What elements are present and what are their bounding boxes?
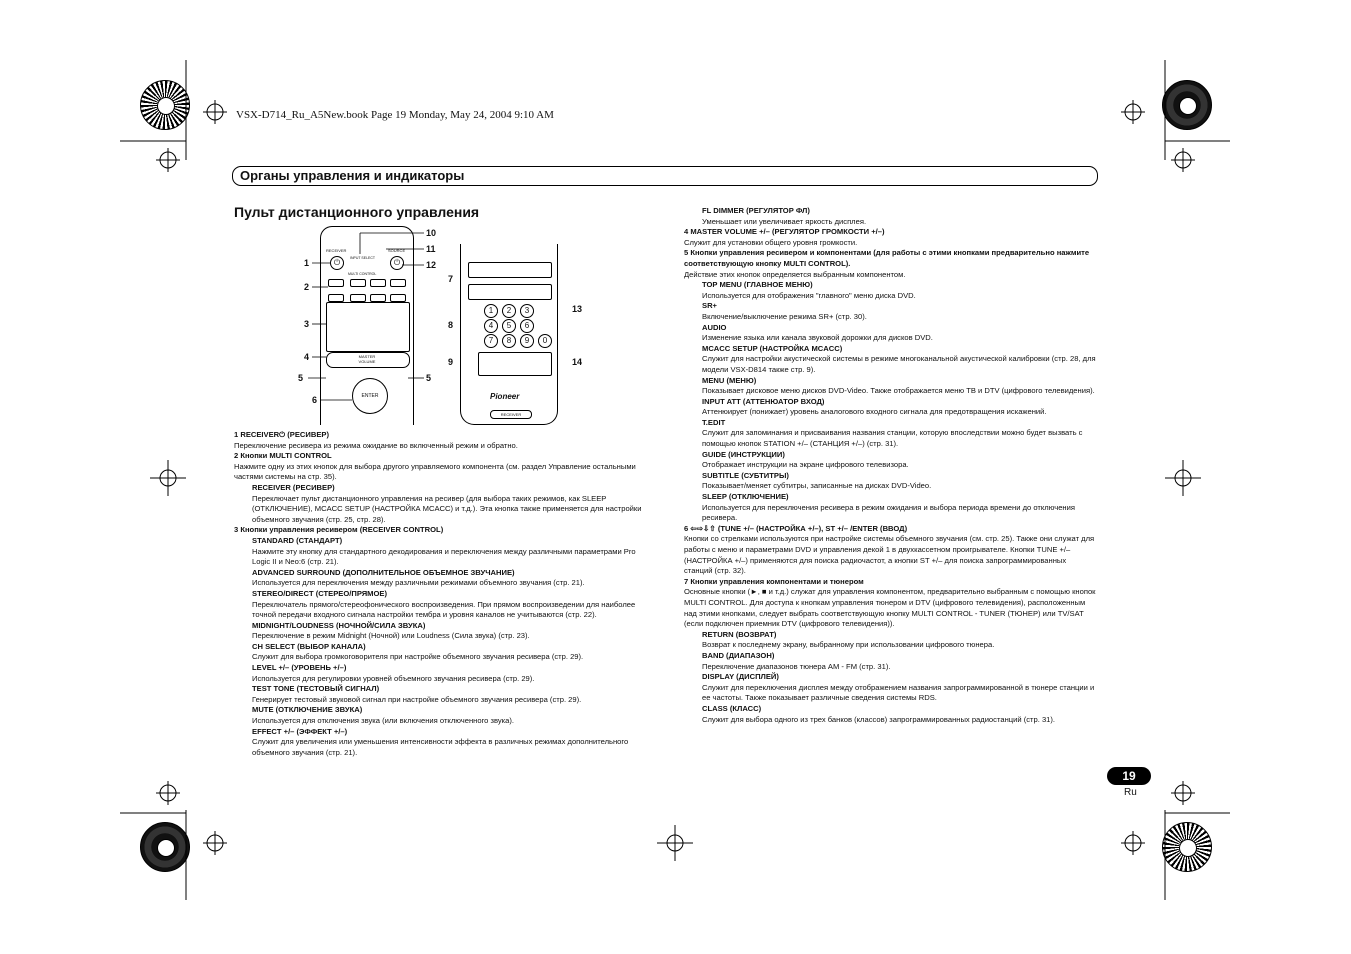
language-code: Ru (1124, 787, 1137, 798)
brand-logo: Pioneer (490, 392, 520, 401)
section-title: Органы управления и индикаторы (240, 168, 465, 183)
callout-3: 3 (304, 319, 310, 329)
item-heading: MENU (МЕНЮ) (702, 375, 757, 385)
item-description: Возврат к последнему экрану, выбранному при использовании цифрового тюнера. (702, 640, 995, 650)
callout-13: 13 (572, 304, 583, 314)
callout-12: 12 (426, 260, 437, 270)
item-description: Основные кнопки (►, ■ и т.д.) служат для управления компонентом, предварительно выбранным с помощью кнопок MULTI CONTROL. Для доступа к кнопкам управления тюнером и DTV (цифрового телевидения), расположенным над этими кнопками, следует выбрать соответствующую кнопку MULTI CONTROL - TUNER (ТЮНЕР) или TV/SAT (если подключен приемник DTV (цифрового телевидения)). (684, 587, 1096, 629)
item-description: Нажмите эту кнопку для стандартного декодирования и переключения между различными параметрами Pro Logic II и Neo:6 (стр. 21). (252, 546, 636, 567)
item-heading: STEREO/DIRECT (СТЕРЕО/ПРЯМОЕ) (252, 588, 388, 598)
callout-8: 8 (448, 320, 454, 330)
item-description: Показывает дисковое меню дисков DVD-Video. Также отображается меню ТВ и DTV (цифрового телевидения). (702, 386, 1095, 396)
source-power-button: ⏻ (390, 256, 404, 270)
item-heading: SUBTITLE (СУБТИТРЫ) (702, 470, 789, 480)
input-select-label: INPUT SELECT (350, 256, 376, 260)
key-8: 8 (502, 334, 516, 348)
callout-9: 9 (448, 357, 454, 367)
item-description: Включение/выключение режима SR+ (стр. 30). (702, 311, 867, 321)
item-description: Показывает/меняет субтитры, записанные на дисках DVD-Video. (702, 481, 932, 491)
callout-5-right: 5 (426, 373, 432, 383)
item-heading: ADVANCED SURROUND (ДОПОЛНИТЕЛЬНОЕ ОБЪЕМНОЕ ЗВУЧАНИЕ) (252, 567, 515, 577)
item-heading: LEVEL +/– (УРОВЕНЬ +/–) (252, 663, 347, 673)
item-heading: CLASS (КЛАСС) (702, 703, 762, 713)
item-description: Служит для установки общего уровня громкости. (684, 237, 858, 247)
receiver-bottom-button (490, 410, 532, 419)
item-description: Служит для запоминания и присваивания названия станции, которую впоследствии можно будет вызвать с помощью кнопок STATION +/– (СТАНЦИЯ +/–) (стр. 31). (702, 428, 1083, 449)
item-heading: TEST TONE (ТЕСТОВЫЙ СИГНАЛ) (252, 684, 380, 694)
item-description: Служит для выбора одного из трех банков (классов) запрограммированных радиостанций (стр. 31). (702, 714, 1056, 724)
item-description: Используется для переключения ресивера в режим ожидания и выбора периода времени до отключения ресивера. (702, 502, 1075, 523)
callout-10: 10 (426, 228, 437, 238)
transport-row (468, 262, 552, 278)
item-description: Используется для отображения "главного" меню диска DVD. (702, 290, 916, 300)
callout-2: 2 (304, 282, 310, 292)
remote-illustration-left (300, 226, 440, 426)
callout-1: 1 (304, 258, 310, 268)
key-0: 0 (538, 334, 552, 348)
callout-14: 14 (572, 357, 583, 367)
item-description: Используется для переключения между различными режимами объемного звучания (стр. 21). (252, 578, 585, 588)
transport-row (468, 284, 552, 300)
item-description: Переключение диапазонов тюнера AM - FM (стр. 31). (702, 661, 891, 671)
key-4: 4 (484, 319, 498, 333)
item-description: Отображает инструкции на экране цифрового телевизора. (702, 460, 909, 470)
item-heading: 6 ⇦⇨⇩⇧ (TUNE +/– (НАСТРОЙКА +/–), ST +/– /ENTER (ВВОД) (684, 523, 908, 533)
key-9: 9 (520, 334, 534, 348)
item-heading: 5 Кнопки управления ресивером и компонентами (для работы с этими кнопками предварительно нажмите соответствующую кнопку MULTI CONTROL). (684, 248, 1090, 268)
receiver-power-button: ⏻ (330, 256, 344, 270)
book-header: VSX-D714_Ru_A5New.book Page 19 Monday, May 24, 2004 9:10 AM (236, 109, 554, 121)
item-description: Генерирует тестовый звуковой сигнал при настройке объемного звучания ресивера (стр. 29). (252, 694, 582, 704)
item-heading: FL DIMMER (РЕГУЛЯТОР ФЛ) (702, 206, 810, 215)
item-heading: RECEIVER (РЕСИВЕР) (252, 482, 335, 492)
item-heading: INPUT ATT (АТТЕНЮАТОР ВХОД) (702, 396, 825, 406)
item-heading: 7 Кнопки управления компонентами и тюнером (684, 576, 864, 586)
remote-illustration-right (448, 244, 588, 426)
item-description: Служит для переключения дисплея между отображением названия запрограммированной в тюнере станции и ее частоты. Также показывает различные сведения системы RDS. (702, 682, 1095, 703)
page-title: Пульт дистанционного управления (234, 204, 480, 220)
item-heading: 1 RECEIVER⏻ (РЕСИВЕР) (234, 430, 330, 439)
callout-lines-left (300, 226, 440, 426)
item-description: Используется для регулировки уровней объемного звучания ресивера (стр. 29). (252, 673, 535, 683)
item-description: Служит для увеличения или уменьшения интенсивности эффекта в различных режимах дополнительного объемного звучания (стр. 21). (252, 737, 629, 757)
source-label: SOURCE (388, 248, 406, 253)
item-heading: 4 MASTER VOLUME +/– (РЕГУЛЯТОР ГРОМКОСТИ +/–) (684, 227, 885, 237)
item-description: Переключает пульт дистанционного управления на ресивер (для выбора таких режимов, как SLEEP (ОТКЛЮЧЕНИЕ), MCACC SETUP (НАСТРОЙКА MCACC) и т.д.). Эта кнопка также применяется для настройки объемного звучания (стр. 25, стр. 28). (252, 493, 642, 524)
item-heading: TOP MENU (ГЛАВНОЕ МЕНЮ) (702, 280, 813, 290)
item-description: Нажмите одну из этих кнопок для выбора другого управляемого компонента (см. раздел Управление остальными частями системы на стр. 35). (234, 461, 636, 482)
left-text-column (234, 430, 650, 758)
key-5: 5 (502, 319, 516, 333)
item-heading: EFFECT +/– (ЭФФЕКТ +/–) (252, 726, 348, 736)
item-heading: SLEEP (ОТКЛЮЧЕНИЕ) (702, 492, 789, 502)
multi-control-label: MULTI CONTROL (348, 272, 377, 276)
right-text-column (684, 206, 1096, 725)
item-description: Используется для отключения звука (или включения отключенного звука). (252, 716, 515, 726)
callout-6: 6 (312, 395, 318, 405)
callout-11: 11 (426, 244, 436, 254)
item-description: Изменение языка или канала звуковой дорожки для дисков DVD. (702, 333, 933, 343)
item-description: Аттенюирует (понижает) уровень аналогового входного сигнала для предотвращения искажений. (702, 407, 1047, 417)
item-heading: GUIDE (ИНСТРУКЦИИ) (702, 449, 785, 459)
receiver-bottom-label: RECEIVER (500, 412, 522, 417)
item-heading: AUDIO (702, 322, 727, 332)
item-description: Переключение ресивера из режима ожидание во включенный режим и обратно. (234, 440, 518, 450)
callout-4: 4 (304, 352, 310, 362)
key-6: 6 (520, 319, 534, 333)
page-number: 19 (1107, 767, 1151, 785)
item-description: Служит для настройки акустической системы в режиме многоканальной акустической калибровки (стр. 28, для модели VSX-D814 также стр. 9). (702, 354, 1096, 374)
item-description: Переключение в режим Midnight (Ночной) или Loudness (Сила звука) (стр. 23). (252, 631, 530, 641)
item-heading: MIDNIGHT/LOUDNESS (НОЧНОЙ/СИЛА ЗВУКА) (252, 620, 426, 630)
item-heading: T.EDIT (702, 417, 726, 427)
item-description: Кнопки со стрелками используются при настройке системы объемного звучания (см. стр. 25). Также они служат для работы с меню и параметрами DVD и управления декой 1 в двухкассетном проигрывателе. Кнопки TUNE +/– (НАСТРОЙКА +/–) применяются для поиска радиочастот, а кнопки ST +/– для поиска запрограммированных станций (стр. 32). (684, 534, 1095, 576)
callout-5-left: 5 (298, 373, 304, 383)
item-description: Служит для выбора громкоговорителя при настройке объемного звучания ресивера (стр. 29). (252, 652, 584, 662)
channel-row (478, 352, 552, 376)
item-heading: RETURN (ВОЗВРАТ) (702, 629, 777, 639)
item-heading: MCACC SETUP (НАСТРОЙКА MCACC) (702, 343, 843, 353)
item-heading: BAND (ДИАПАЗОН) (702, 650, 775, 660)
item-description: Уменьшает или увеличивает яркость дисплея. (702, 216, 867, 226)
item-description: Переключатель прямого/стереофонического воспроизведения. При прямом воспроизведении для наиболее точной передачи входного сигнала настройки тембра и уровня каналов не учитываются (стр. 22). (252, 599, 636, 620)
item-description: Действие этих кнопок определяется выбранным компонентом. (684, 269, 906, 279)
callout-7: 7 (448, 274, 454, 284)
key-2: 2 (502, 304, 516, 318)
item-heading: CH SELECT (ВЫБОР КАНАЛА) (252, 641, 366, 651)
item-heading: 2 Кнопки MULTI CONTROL (234, 451, 332, 461)
key-1: 1 (484, 304, 498, 318)
item-heading: 3 Кнопки управления ресивером (RECEIVER CONTROL) (234, 525, 444, 535)
receiver-label: RECEIVER (326, 248, 347, 253)
key-7: 7 (484, 334, 498, 348)
item-heading: STANDARD (СТАНДАРТ) (252, 535, 343, 545)
enter-label: ENTER (361, 393, 379, 399)
item-heading: MUTE (ОТКЛЮЧЕНИЕ ЗВУКА) (252, 705, 363, 715)
item-heading: DISPLAY (ДИСПЛЕЙ) (702, 672, 779, 682)
item-heading: SR+ (702, 301, 717, 311)
master-volume-label: MASTER VOLUME (358, 354, 376, 364)
key-3: 3 (520, 304, 534, 318)
